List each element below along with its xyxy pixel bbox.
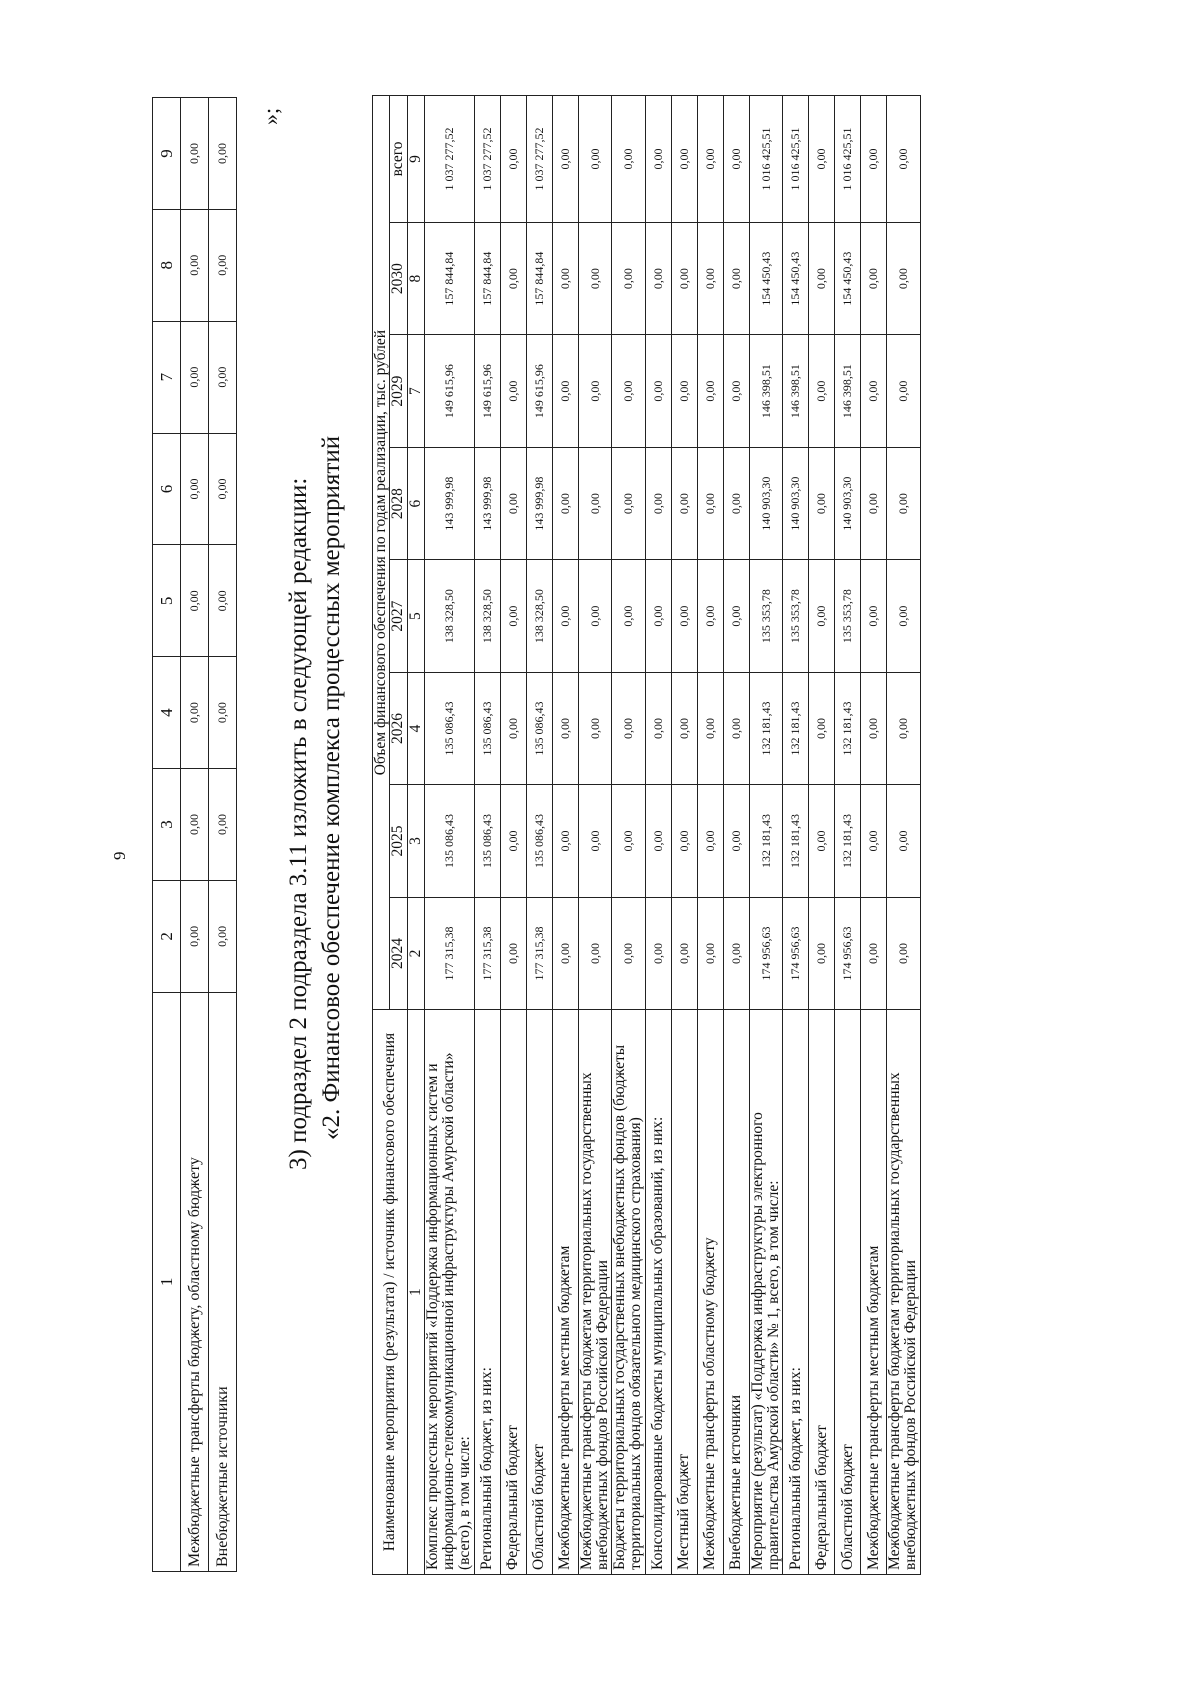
cell-value: 0,00 [697, 785, 723, 897]
cell-value: 0,00 [887, 897, 921, 1009]
column-number: 5 [407, 560, 424, 672]
cell-value: 0,00 [578, 560, 612, 672]
cell-value: 157 844,84 [424, 222, 474, 334]
year-header: 2027 [390, 560, 407, 672]
cell-value: 149 615,96 [526, 335, 552, 447]
cell-value: 0,00 [645, 897, 671, 1009]
column-number: 4 [407, 672, 424, 784]
cell-value: 0,00 [671, 447, 697, 559]
cell-value: 0,00 [552, 96, 578, 223]
cell-value: 140 903,30 [749, 447, 783, 559]
cell-value: 174 956,63 [783, 897, 809, 1009]
cell-value: 0,00 [552, 222, 578, 334]
year-header: 2024 [390, 897, 407, 1009]
cell-value: 0,00 [671, 222, 697, 334]
cell-value: 0,00 [645, 222, 671, 334]
cell-value: 0,00 [209, 209, 237, 321]
cell-value: 0,00 [181, 209, 209, 321]
continuation-table [152, 97, 237, 1572]
cell-value: 177 315,38 [474, 897, 500, 1009]
cell-value: 0,00 [723, 335, 749, 447]
cell-value: 0,00 [181, 769, 209, 881]
cell-value: 0,00 [861, 222, 887, 334]
table-row [697, 96, 723, 1575]
cell-value: 0,00 [500, 560, 526, 672]
cell-value: 0,00 [181, 880, 209, 992]
table-row [474, 96, 500, 1575]
cell-value: 149 615,96 [424, 335, 474, 447]
cell-value: 0,00 [809, 897, 835, 1009]
cell-value: 0,00 [861, 897, 887, 1009]
section-title: «2. Финансовое обеспечение комплекса процессных мероприятий [318, 435, 345, 1140]
cell-value: 174 956,63 [749, 897, 783, 1009]
cell-value: 0,00 [209, 98, 237, 210]
page-number: 9 [110, 851, 129, 860]
row-label: Внебюджетные источники [209, 992, 237, 1571]
cell-value: 0,00 [671, 672, 697, 784]
table-row [552, 96, 578, 1575]
cell-value: 0,00 [209, 769, 237, 881]
column-number: 9 [407, 96, 424, 223]
table-row [809, 96, 835, 1575]
cell-value: 0,00 [552, 335, 578, 447]
table-row [500, 96, 526, 1575]
cell-value: 0,00 [578, 222, 612, 334]
continuation-header-row [153, 98, 181, 1572]
amendment-instruction: 3) подраздел 2 подраздела 3.11 изложить в следующей редакции: [285, 477, 312, 1170]
cell-value: 143 999,98 [526, 447, 552, 559]
cell-value: 0,00 [181, 433, 209, 545]
cell-value: 0,00 [809, 447, 835, 559]
cell-value: 0,00 [645, 335, 671, 447]
cell-value: 135 086,43 [526, 672, 552, 784]
cell-value: 0,00 [612, 897, 646, 1009]
cell-value: 149 615,96 [474, 335, 500, 447]
cell-value: 0,00 [209, 433, 237, 545]
column-number: 7 [153, 321, 181, 433]
cell-value: 132 181,43 [835, 785, 861, 897]
year-header: 2028 [390, 447, 407, 559]
cell-value: 0,00 [861, 447, 887, 559]
row-label: Межбюджетные трансферты бюджетам территориальных государственных внебюджетных фондов Российской Федерации [887, 1010, 921, 1575]
table-row [526, 96, 552, 1575]
cell-value: 1 016 425,51 [783, 96, 809, 223]
cell-value: 0,00 [612, 335, 646, 447]
cell-value: 0,00 [861, 785, 887, 897]
cell-value: 138 328,50 [424, 560, 474, 672]
cell-value: 132 181,43 [783, 672, 809, 784]
column-number: 7 [407, 335, 424, 447]
cell-value: 157 844,84 [526, 222, 552, 334]
cell-value: 157 844,84 [474, 222, 500, 334]
row-label: Бюджеты территориальных государственных внебюджетных фондов (бюджеты территориальных фондов обязательного медицинского страхования) [612, 1010, 646, 1575]
row-label: Мероприятие (результат) «Поддержка инфраструктуры электронного правительства Амурской области» № 1, всего, в том числе: [749, 1010, 783, 1575]
column-number: 2 [407, 897, 424, 1009]
cell-value: 0,00 [209, 545, 237, 657]
cell-value: 0,00 [645, 447, 671, 559]
table-row [181, 98, 209, 1572]
table-row [645, 96, 671, 1575]
cell-value: 0,00 [500, 335, 526, 447]
cell-value: 138 328,50 [526, 560, 552, 672]
cell-value: 135 086,43 [474, 672, 500, 784]
column-number: 8 [153, 209, 181, 321]
year-header: 2029 [390, 335, 407, 447]
year-header: 2026 [390, 672, 407, 784]
column-number: 9 [153, 98, 181, 210]
cell-value: 0,00 [552, 672, 578, 784]
cell-value: 138 328,50 [474, 560, 500, 672]
cell-value: 0,00 [809, 560, 835, 672]
total-header: всего [390, 96, 407, 223]
row-label: Областной бюджет [526, 1010, 552, 1575]
cell-value: 0,00 [671, 560, 697, 672]
year-header: 2025 [390, 785, 407, 897]
cell-value: 0,00 [552, 785, 578, 897]
table-row [578, 96, 612, 1575]
name-column-header: Наименование мероприятия (результата) / источник финансового обеспечения [373, 1010, 408, 1575]
table-row [671, 96, 697, 1575]
column-number: 2 [153, 880, 181, 992]
cell-value: 0,00 [612, 447, 646, 559]
cell-value: 0,00 [578, 335, 612, 447]
cell-value: 0,00 [809, 785, 835, 897]
cell-value: 0,00 [697, 560, 723, 672]
row-label: Федеральный бюджет [809, 1010, 835, 1575]
cell-value: 0,00 [500, 447, 526, 559]
funding-group-header: Объем финансового обеспечения по годам реализации, тыс. рублей [373, 96, 390, 1010]
cell-value: 0,00 [181, 657, 209, 769]
closing-quote-mark: »; [258, 107, 283, 125]
row-label: Региональный бюджет, из них: [783, 1010, 809, 1575]
cell-value: 146 398,51 [783, 335, 809, 447]
cell-value: 0,00 [612, 560, 646, 672]
cell-value: 0,00 [612, 785, 646, 897]
cell-value: 0,00 [887, 785, 921, 897]
cell-value: 0,00 [887, 447, 921, 559]
cell-value: 154 450,43 [835, 222, 861, 334]
cell-value: 0,00 [671, 785, 697, 897]
cell-value: 135 086,43 [474, 785, 500, 897]
row-label: Внебюджетные источники [723, 1010, 749, 1575]
column-number: 1 [153, 992, 181, 1571]
cell-value: 0,00 [500, 897, 526, 1009]
cell-value: 174 956,63 [835, 897, 861, 1009]
column-number: 1 [407, 1010, 424, 1575]
row-label: Консолидированные бюджеты муниципальных образований, из них: [645, 1010, 671, 1575]
cell-value: 0,00 [578, 897, 612, 1009]
cell-value: 0,00 [500, 96, 526, 223]
cell-value: 0,00 [861, 96, 887, 223]
cell-value: 135 353,78 [783, 560, 809, 672]
cell-value: 132 181,43 [783, 785, 809, 897]
table-row [783, 96, 809, 1575]
cell-value: 0,00 [887, 560, 921, 672]
row-label: Межбюджетные трансферты местным бюджетам [552, 1010, 578, 1575]
cell-value: 1 037 277,52 [474, 96, 500, 223]
cell-value: 0,00 [181, 545, 209, 657]
column-number: 6 [153, 433, 181, 545]
cell-value: 1 016 425,51 [749, 96, 783, 223]
cell-value: 0,00 [209, 321, 237, 433]
cell-value: 0,00 [809, 335, 835, 447]
cell-value: 1 037 277,52 [424, 96, 474, 223]
cell-value: 0,00 [697, 222, 723, 334]
row-label: Областной бюджет [835, 1010, 861, 1575]
cell-value: 0,00 [697, 96, 723, 223]
table-row [424, 96, 474, 1575]
table-row [835, 96, 861, 1575]
cell-value: 0,00 [500, 672, 526, 784]
cell-value: 0,00 [612, 222, 646, 334]
cell-value: 0,00 [887, 96, 921, 223]
cell-value: 0,00 [578, 785, 612, 897]
column-numbers-row [407, 96, 424, 1575]
table-row [723, 96, 749, 1575]
cell-value: 0,00 [861, 335, 887, 447]
cell-value: 143 999,98 [474, 447, 500, 559]
table-row [887, 96, 921, 1575]
cell-value: 0,00 [578, 96, 612, 223]
cell-value: 0,00 [809, 222, 835, 334]
cell-value: 0,00 [887, 672, 921, 784]
cell-value: 0,00 [209, 657, 237, 769]
cell-value: 0,00 [612, 672, 646, 784]
cell-value: 0,00 [723, 785, 749, 897]
cell-value: 0,00 [671, 96, 697, 223]
row-label: Местный бюджет [671, 1010, 697, 1575]
table-row [749, 96, 783, 1575]
row-label: Межбюджетные трансферты бюджету, областному бюджету [181, 992, 209, 1571]
cell-value: 177 315,38 [424, 897, 474, 1009]
cell-value: 146 398,51 [835, 335, 861, 447]
cell-value: 140 903,30 [835, 447, 861, 559]
cell-value: 143 999,98 [424, 447, 474, 559]
cell-value: 0,00 [578, 447, 612, 559]
cell-value: 1 037 277,52 [526, 96, 552, 223]
cell-value: 135 086,43 [424, 785, 474, 897]
cell-value: 0,00 [578, 672, 612, 784]
column-number: 8 [407, 222, 424, 334]
cell-value: 154 450,43 [783, 222, 809, 334]
column-number: 5 [153, 545, 181, 657]
cell-value: 0,00 [723, 96, 749, 223]
cell-value: 0,00 [645, 672, 671, 784]
cell-value: 0,00 [723, 897, 749, 1009]
row-label: Федеральный бюджет [500, 1010, 526, 1575]
cell-value: 0,00 [861, 560, 887, 672]
cell-value: 0,00 [723, 560, 749, 672]
cell-value: 0,00 [887, 335, 921, 447]
cell-value: 0,00 [612, 96, 646, 223]
column-number: 3 [153, 769, 181, 881]
column-number: 6 [407, 447, 424, 559]
cell-value: 0,00 [552, 560, 578, 672]
table-row [861, 96, 887, 1575]
cell-value: 132 181,43 [749, 672, 783, 784]
cell-value: 0,00 [181, 321, 209, 433]
row-label: Региональный бюджет, из них: [474, 1010, 500, 1575]
cell-value: 0,00 [552, 897, 578, 1009]
cell-value: 0,00 [552, 447, 578, 559]
cell-value: 0,00 [723, 447, 749, 559]
row-label: Межбюджетные трансферты бюджетам территориальных государственных внебюджетных фондов Российской Федерации [578, 1010, 612, 1575]
cell-value: 135 353,78 [749, 560, 783, 672]
cell-value: 135 086,43 [424, 672, 474, 784]
table-row [209, 98, 237, 1572]
cell-value: 0,00 [645, 96, 671, 223]
row-label: Межбюджетные трансферты местным бюджетам [861, 1010, 887, 1575]
column-number: 4 [153, 657, 181, 769]
cell-value: 0,00 [697, 447, 723, 559]
year-header: 2030 [390, 222, 407, 334]
cell-value: 0,00 [671, 335, 697, 447]
header-row [373, 96, 390, 1575]
cell-value: 0,00 [809, 672, 835, 784]
cell-value: 132 181,43 [835, 672, 861, 784]
cell-value: 1 016 425,51 [835, 96, 861, 223]
cell-value: 0,00 [723, 222, 749, 334]
cell-value: 154 450,43 [749, 222, 783, 334]
row-label: Межбюджетные трансферты областному бюджету [697, 1010, 723, 1575]
cell-value: 0,00 [697, 672, 723, 784]
cell-value: 0,00 [500, 785, 526, 897]
cell-value: 0,00 [671, 897, 697, 1009]
cell-value: 0,00 [209, 880, 237, 992]
cell-value: 0,00 [697, 335, 723, 447]
row-label: Комплекс процессных мероприятий «Поддержка информационных систем и информационно-телекоммуникационной инфраструктуры Амурской области» (всего), в том числе: [424, 1010, 474, 1575]
column-number: 3 [407, 785, 424, 897]
cell-value: 135 086,43 [526, 785, 552, 897]
cell-value: 0,00 [500, 222, 526, 334]
cell-value: 0,00 [809, 96, 835, 223]
cell-value: 0,00 [645, 560, 671, 672]
cell-value: 177 315,38 [526, 897, 552, 1009]
cell-value: 0,00 [181, 98, 209, 210]
cell-value: 0,00 [645, 785, 671, 897]
table-row [612, 96, 646, 1575]
cell-value: 132 181,43 [749, 785, 783, 897]
cell-value: 0,00 [697, 897, 723, 1009]
financing-table [372, 95, 921, 1575]
cell-value: 135 353,78 [835, 560, 861, 672]
cell-value: 0,00 [861, 672, 887, 784]
cell-value: 146 398,51 [749, 335, 783, 447]
cell-value: 0,00 [887, 222, 921, 334]
cell-value: 0,00 [723, 672, 749, 784]
cell-value: 140 903,30 [783, 447, 809, 559]
